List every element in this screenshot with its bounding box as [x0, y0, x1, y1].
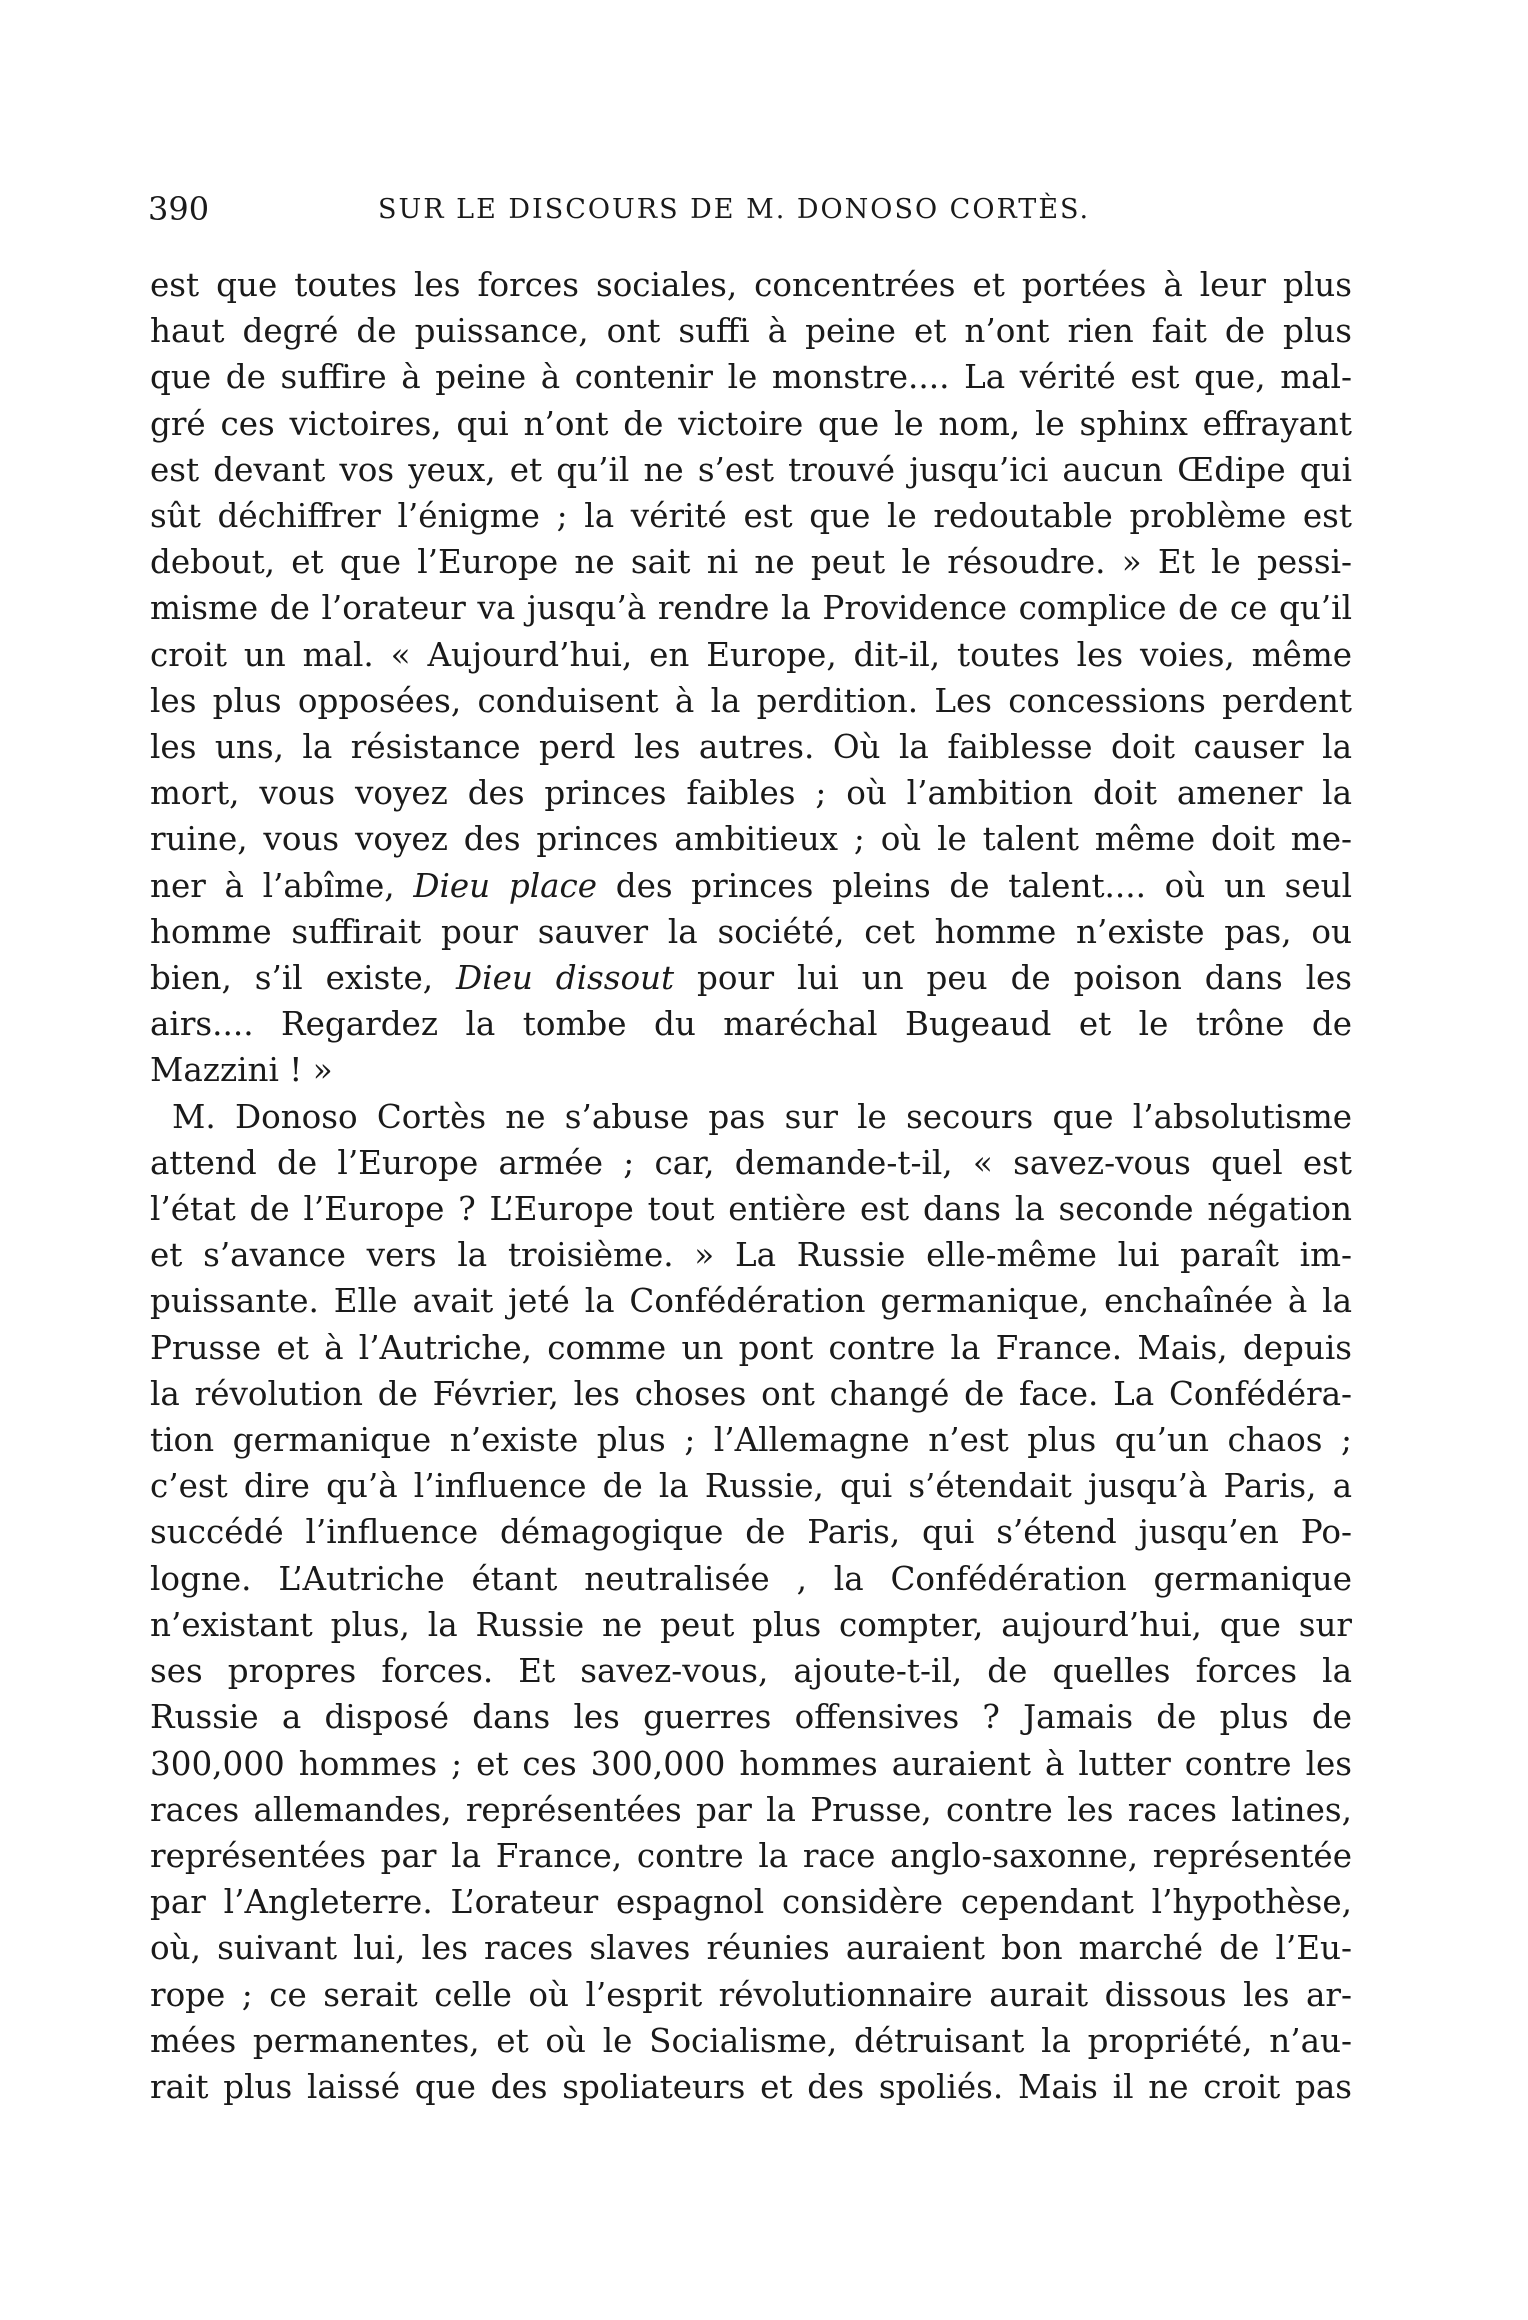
- text-line: représentées par la France, contre la race anglo-saxonne, représentée: [150, 1836, 1352, 1875]
- text-line: airs.... Regardez la tombe du maréchal Bugeaud et le trône de: [150, 1005, 1352, 1044]
- text-line: où, suivant lui, les races slaves réunies auraient bon marché de l’Eu-: [150, 1929, 1352, 1968]
- line-text: ner à l’abîme,: [150, 866, 414, 905]
- italic-phrase: Dieu dissout: [456, 959, 675, 998]
- text-line: croit un mal. « Aujourd’hui, en Europe, dit-il, toutes les voies, même: [150, 635, 1352, 674]
- text-line: misme de l’orateur va jusqu’à rendre la Providence complice de ce qu’il: [150, 589, 1352, 628]
- italic-phrase: Dieu place: [413, 866, 598, 905]
- text-line: rait plus laissé que des spoliateurs et des spoliés. Mais il ne croit pas: [150, 2067, 1352, 2106]
- text-line-with-italic: [150, 955, 1352, 1001]
- text-line: races allemandes, représentées par la Prusse, contre les races latines,: [150, 1790, 1352, 1829]
- text-line: homme suffirait pour sauver la société, cet homme n’existe pas, ou: [150, 912, 1352, 951]
- text-line: succédé l’influence démagogique de Paris, qui s’étend jusqu’en Po-: [150, 1513, 1352, 1552]
- text-line: et s’avance vers la troisième. » La Russie elle-même lui paraît im-: [150, 1236, 1352, 1275]
- line-text: pour lui un peu de poison dans les: [674, 959, 1353, 998]
- text-line: n’existant plus, la Russie ne peut plus compter, aujourd’hui, que sur: [150, 1605, 1352, 1644]
- text-line: est devant vos yeux, et qu’il ne s’est trouvé jusqu’ici aucun Œdipe qui: [150, 450, 1352, 489]
- text-line: l’état de l’Europe ? L’Europe tout entière est dans la seconde négation: [150, 1190, 1352, 1229]
- text-line: haut degré de puissance, ont suffi à peine et n’ont rien fait de plus: [150, 312, 1352, 351]
- text-line: puissante. Elle avait jeté la Confédération germanique, enchaînée à la: [150, 1282, 1352, 1321]
- text-line: sût déchiffrer l’énigme ; la vérité est que le redoutable problème est: [150, 497, 1352, 536]
- text-line: 300,000 hommes ; et ces 300,000 hommes auraient à lutter contre les: [150, 1744, 1352, 1783]
- text-line: Russie a disposé dans les guerres offensives ? Jamais de plus de: [150, 1698, 1352, 1737]
- text-line-with-italic: [150, 863, 1352, 909]
- line-text: bien, s’il existe,: [150, 959, 457, 998]
- text-line: gré ces victoires, qui n’ont de victoire que le nom, le sphinx effrayant: [150, 404, 1352, 443]
- running-title: SUR LE DISCOURS DE M. DONOSO CORTÈS.: [378, 194, 1091, 225]
- text-line: rope ; ce serait celle où l’esprit révolutionnaire aurait dissous les ar-: [150, 1975, 1352, 2014]
- text-line: les uns, la résistance perd les autres. Où la faiblesse doit causer la: [150, 728, 1352, 767]
- text-line: attend de l’Europe armée ; car, demande-t-il, « savez-vous quel est: [150, 1143, 1352, 1182]
- text-line: logne. L’Autriche étant neutralisée , la Confédération germanique: [150, 1559, 1352, 1598]
- text-line: est que toutes les forces sociales, concentrées et portées à leur plus: [150, 266, 1352, 304]
- page-number: 390: [148, 190, 210, 228]
- page-header: [148, 190, 1356, 240]
- text-line: que de suffire à peine à contenir le monstre.... La vérité est que, mal-: [150, 358, 1352, 397]
- paragraph-start-line: M. Donoso Cortès ne s’abuse pas sur le secours que l’absolutisme: [172, 1097, 1352, 1136]
- line-text: des princes pleins de talent.... où un seul: [597, 866, 1352, 905]
- page-body: [150, 262, 1352, 2110]
- text-line: la révolution de Février, les choses ont changé de face. La Confédéra-: [150, 1374, 1352, 1413]
- text-line: ses propres forces. Et savez-vous, ajoute-t-il, de quelles forces la: [150, 1652, 1352, 1691]
- text-line: debout, et que l’Europe ne sait ni ne peut le résoudre. » Et le pessi-: [150, 543, 1352, 582]
- text-line: mées permanentes, et où le Socialisme, détruisant la propriété, n’au-: [150, 2021, 1352, 2060]
- text-line: les plus opposées, conduisent à la perdition. Les concessions perdent: [150, 681, 1352, 720]
- text-line: tion germanique n’existe plus ; l’Allemagne n’est plus qu’un chaos ;: [150, 1421, 1352, 1460]
- text-line: c’est dire qu’à l’influence de la Russie, qui s’étendait jusqu’à Paris, a: [150, 1467, 1352, 1506]
- text-line: par l’Angleterre. L’orateur espagnol considère cependant l’hypothèse,: [150, 1883, 1352, 1922]
- text-line: mort, vous voyez des princes faibles ; où l’ambition doit amener la: [150, 774, 1352, 813]
- text-line: Prusse et à l’Autriche, comme un pont contre la France. Mais, depuis: [150, 1328, 1352, 1367]
- text-line: ruine, vous voyez des princes ambitieux ; où le talent même doit me-: [150, 820, 1352, 859]
- text-line: Mazzini ! »: [150, 1051, 333, 1090]
